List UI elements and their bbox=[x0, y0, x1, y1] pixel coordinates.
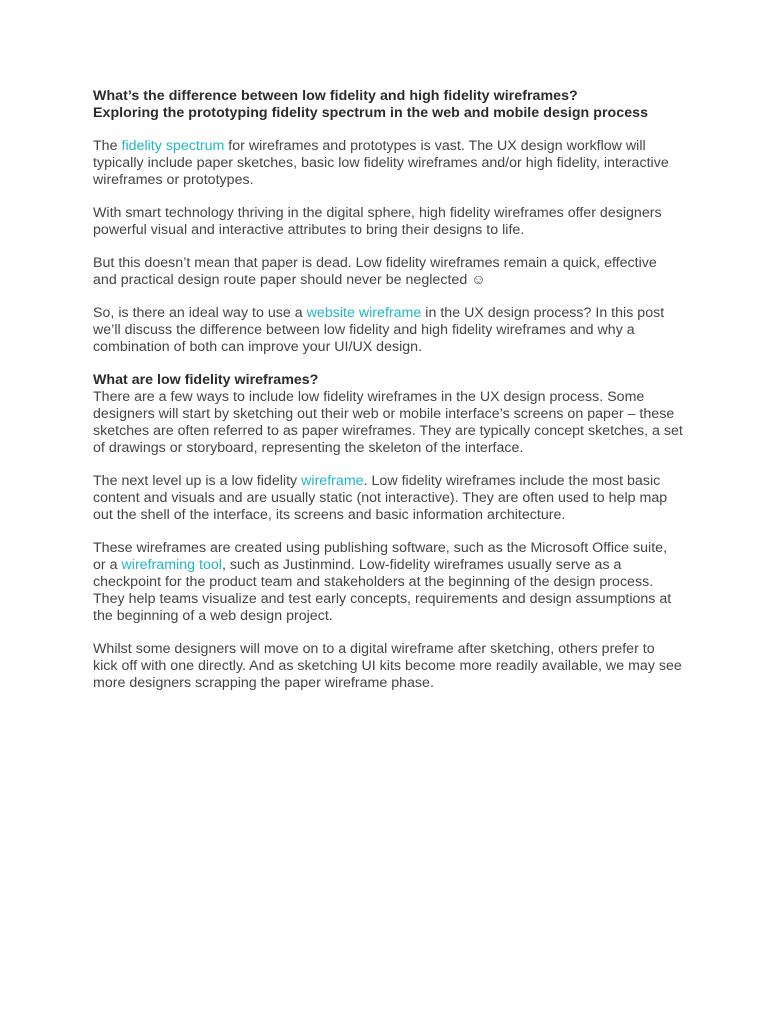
fidelity-spectrum-link[interactable]: fidelity spectrum bbox=[121, 138, 225, 154]
title-line-1: What’s the difference between low fidelity and high fidelity wireframes? bbox=[93, 88, 578, 104]
paragraph-1-text-start: The bbox=[93, 138, 122, 154]
paragraph-7-text-start: These wireframes are created using publishing software, such as the Microsoft Office suite, or a bbox=[93, 540, 668, 573]
paragraph-6-text-end: . Low fidelity wireframes include the most basic content and visuals and are usually static (not interactive). They are often used to help map out the shell of the interface, its screens and basic information architecture. bbox=[93, 473, 668, 523]
title-line-2: Exploring the prototyping fidelity spectrum in the web and mobile design process bbox=[93, 105, 649, 121]
paragraph-3 bbox=[93, 255, 683, 289]
paragraph-1-text-end: for wireframes and prototypes is vast. The UX design workflow will typically include paper sketches, basic low fidelity wireframes and/or high fidelity, interactive wireframes or prototypes. bbox=[93, 138, 669, 188]
paragraph-8: Whilst some designers will move on to a digital wireframe after sketching, others prefer to kick off with one directly. And as sketching UI kits become more readily available, we may see more designers scrapping the paper wireframe phase. bbox=[93, 641, 682, 691]
paragraph-4 bbox=[93, 305, 683, 356]
paragraph-7-text-end: , such as Justinmind. Low-fidelity wireframes usually serve as a checkpoint for the product team and stakeholders at the beginning of the design process. They help teams visualize and test early concepts, requirements and design assumptions at the beginning of a web design project. bbox=[93, 557, 672, 624]
paragraph-4-text-end: in the UX design process? In this post we’ll discuss the difference between low fidelity and high fidelity wireframes and why a combination of both can improve your UI/UX design. bbox=[93, 305, 665, 355]
paragraph-2: With smart technology thriving in the digital sphere, high fidelity wireframes offer designers powerful visual and interactive attributes to bring their designs to life. bbox=[93, 205, 662, 238]
paragraph-1 bbox=[93, 138, 683, 189]
paragraph-6 bbox=[93, 473, 683, 524]
document-page bbox=[93, 88, 683, 708]
paragraph-6-text-start: The next level up is a low fidelity bbox=[93, 473, 302, 489]
paragraph-7 bbox=[93, 540, 683, 625]
website-wireframe-link[interactable]: website wireframe bbox=[306, 305, 422, 321]
paragraph-3-text: But this doesn’t mean that paper is dead. Low fidelity wireframes remain a quick, effective and practical design route paper should never be neglected bbox=[93, 255, 657, 288]
smiley-icon: ☺ bbox=[471, 272, 486, 288]
section-heading: What are low fidelity wireframes? bbox=[93, 372, 319, 388]
wireframing-tool-link[interactable]: wireframing tool bbox=[121, 557, 222, 573]
document-title bbox=[93, 88, 683, 122]
low-fidelity-section bbox=[93, 372, 683, 457]
wireframe-link[interactable]: wireframe bbox=[301, 473, 364, 489]
paragraph-5: There are a few ways to include low fidelity wireframes in the UX design process. Some designers will start by sketching out their web or mobile interface’s screens on paper – these sketches are often referred to as paper wireframes. They are typically concept sketches, a set of drawings or storyboard, representing the skeleton of the interface. bbox=[93, 389, 683, 456]
paragraph-4-text-start: So, is there an ideal way to use a bbox=[93, 305, 307, 321]
